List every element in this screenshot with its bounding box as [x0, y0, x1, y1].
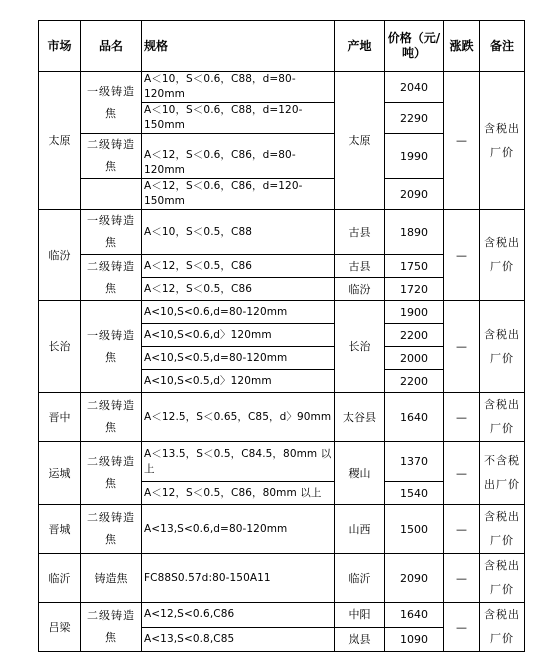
price-cell: 2000 — [385, 347, 444, 370]
header-note: 备注 — [480, 21, 525, 72]
spec-cell: A<10,S<0.6,d〉120mm — [142, 324, 335, 347]
spec-cell: A＜12，S＜0.6，C86，d=120-150mm — [142, 179, 335, 210]
table-row — [39, 442, 525, 482]
spec-cell: A＜13.5，S＜0.5，C84.5，80mm 以上 — [142, 442, 335, 482]
table-row — [39, 603, 525, 628]
change-cell: — — [444, 505, 480, 554]
table-row — [39, 393, 525, 442]
market-cell: 吕梁 — [39, 603, 81, 652]
spec-cell: A＜12，S＜0.5，C86 — [142, 255, 335, 278]
coke-price-table — [38, 20, 525, 652]
price-cell: 2200 — [385, 370, 444, 393]
market-cell: 临沂 — [39, 554, 81, 603]
price-cell: 1370 — [385, 442, 444, 482]
header-product: 品名 — [81, 21, 142, 72]
origin-cell: 太谷县 — [335, 393, 385, 442]
product-cell: 二级铸造焦 — [81, 505, 142, 554]
origin-cell: 太原 — [335, 72, 385, 210]
spec-cell: A＜10，S＜0.6，C88，d=120-150mm — [142, 103, 335, 134]
market-cell: 晋城 — [39, 505, 81, 554]
table-row — [39, 301, 525, 324]
price-cell: 1090 — [385, 627, 444, 652]
origin-cell: 稷山 — [335, 442, 385, 505]
table-row — [39, 554, 525, 603]
spec-cell: FC88S0.57d:80-150A11 — [142, 554, 335, 603]
change-cell: — — [444, 554, 480, 603]
product-cell: 二级铸造焦 — [81, 442, 142, 505]
product-cell-empty — [81, 179, 142, 210]
price-cell: 2040 — [385, 72, 444, 103]
table-row — [39, 72, 525, 103]
price-cell: 1750 — [385, 255, 444, 278]
change-cell: — — [444, 72, 480, 210]
spec-cell: A＜12.5，S＜0.65，C85，d〉90mm — [142, 393, 335, 442]
spec-cell: A<13,S<0.8,C85 — [142, 627, 335, 652]
note-cell: 含税出厂价 — [480, 603, 525, 652]
note-cell: 含税出厂价 — [480, 554, 525, 603]
note-cell: 含税出厂价 — [480, 72, 525, 210]
market-cell: 临汾 — [39, 210, 81, 301]
price-cell: 2090 — [385, 554, 444, 603]
price-cell: 1720 — [385, 278, 444, 301]
note-cell: 含税出厂价 — [480, 301, 525, 393]
header-origin: 产地 — [335, 21, 385, 72]
price-cell: 1540 — [385, 482, 444, 505]
product-cell: 二级铸造焦 — [81, 255, 142, 301]
header-row — [39, 21, 525, 72]
market-cell: 运城 — [39, 442, 81, 505]
product-cell: 一级铸造焦 — [81, 72, 142, 134]
product-cell: 二级铸造焦 — [81, 603, 142, 652]
product-cell: 一级铸造焦 — [81, 210, 142, 255]
note-cell: 不含税出厂价 — [480, 442, 525, 505]
origin-cell: 古县 — [335, 255, 385, 278]
spec-cell: A<10,S<0.6,d=80-120mm — [142, 301, 335, 324]
spec-cell: A＜10，S＜0.5，C88 — [142, 210, 335, 255]
market-cell: 太原 — [39, 72, 81, 210]
note-cell: 含税出厂价 — [480, 210, 525, 301]
change-cell: — — [444, 393, 480, 442]
change-cell: — — [444, 442, 480, 505]
spec-cell: A<13,S<0.6,d=80-120mm — [142, 505, 335, 554]
change-cell: — — [444, 301, 480, 393]
price-cell: 2090 — [385, 179, 444, 210]
header-price: 价格（元/吨） — [385, 21, 444, 72]
table-row — [39, 210, 525, 255]
product-cell: 一级铸造焦 — [81, 301, 142, 393]
price-cell: 1990 — [385, 134, 444, 179]
spec-cell: A＜12，S＜0.6，C86，d=80-120mm — [142, 134, 335, 179]
market-cell: 晋中 — [39, 393, 81, 442]
change-cell: — — [444, 603, 480, 652]
spec-cell: A<12,S<0.6,C86 — [142, 603, 335, 628]
price-cell: 1500 — [385, 505, 444, 554]
price-cell: 1890 — [385, 210, 444, 255]
note-cell: 含税出厂价 — [480, 505, 525, 554]
price-cell: 2290 — [385, 103, 444, 134]
origin-cell: 古县 — [335, 210, 385, 255]
product-cell: 二级铸造焦 — [81, 393, 142, 442]
product-cell: 二级铸造焦 — [81, 134, 142, 179]
note-cell: 含税出厂价 — [480, 393, 525, 442]
spec-cell: A＜12，S＜0.5，C86，80mm 以上 — [142, 482, 335, 505]
product-cell: 铸造焦 — [81, 554, 142, 603]
price-cell: 2200 — [385, 324, 444, 347]
price-cell: 1640 — [385, 393, 444, 442]
spec-cell: A＜10，S＜0.6，C88，d=80-120mm — [142, 72, 335, 103]
origin-cell: 临汾 — [335, 278, 385, 301]
header-market: 市场 — [39, 21, 81, 72]
price-cell: 1640 — [385, 603, 444, 628]
origin-cell: 岚县 — [335, 627, 385, 652]
spec-cell: A＜12，S＜0.5，C86 — [142, 278, 335, 301]
change-cell: — — [444, 210, 480, 301]
spec-cell: A<10,S<0.5,d〉120mm — [142, 370, 335, 393]
header-change: 涨跌 — [444, 21, 480, 72]
origin-cell: 长治 — [335, 301, 385, 393]
table-row — [39, 505, 525, 554]
origin-cell: 中阳 — [335, 603, 385, 628]
header-spec: 规格 — [142, 21, 335, 72]
price-cell: 1900 — [385, 301, 444, 324]
origin-cell: 山西 — [335, 505, 385, 554]
spec-cell: A<10,S<0.5,d=80-120mm — [142, 347, 335, 370]
origin-cell: 临沂 — [335, 554, 385, 603]
market-cell: 长治 — [39, 301, 81, 393]
